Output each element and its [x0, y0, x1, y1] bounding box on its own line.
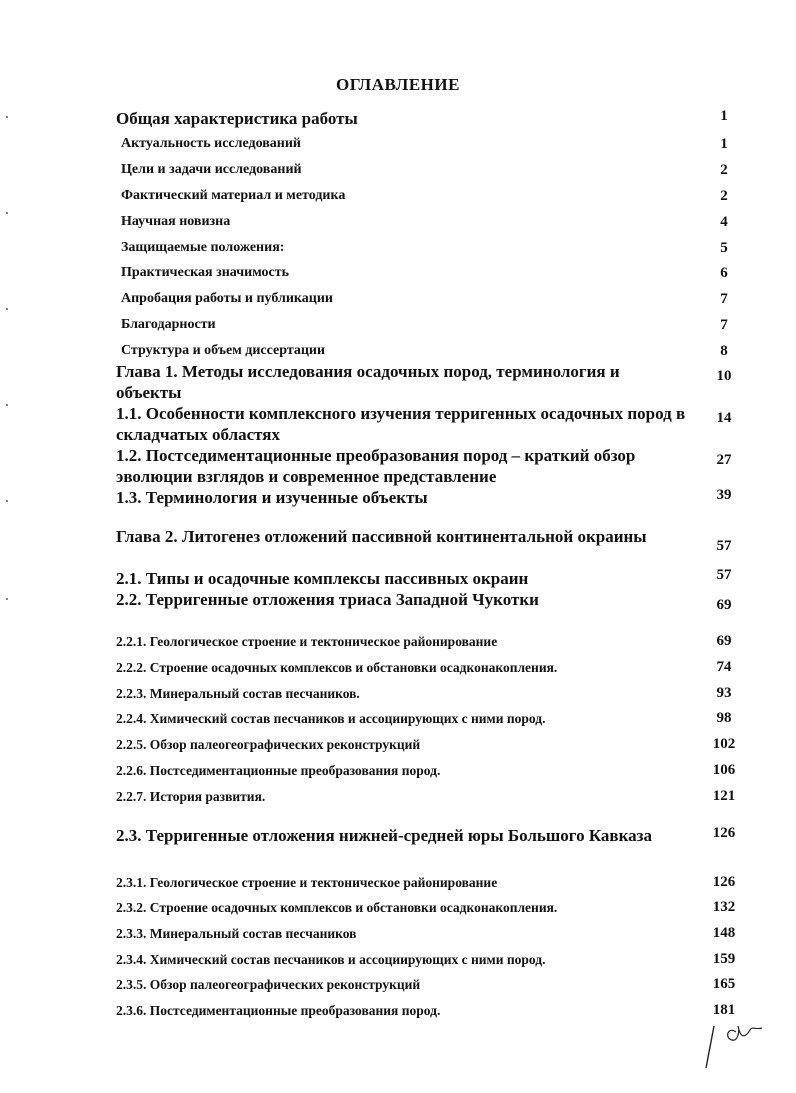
toc-page-number: 93: [716, 685, 732, 701]
toc-page-number: 121: [712, 788, 736, 804]
scan-speck: [6, 116, 8, 118]
toc-subsection: 2.2.7. История развития.: [116, 789, 266, 804]
toc-page-number: 98: [716, 710, 732, 726]
toc-page-number: 2: [720, 162, 728, 178]
toc-entry: Апробация работы и публикации: [121, 291, 333, 306]
toc-entry: Общая характеристика работы: [116, 109, 358, 128]
toc-page-number: 181: [712, 1002, 736, 1018]
toc-page-number: 165: [712, 976, 736, 992]
toc-page-number: 106: [712, 762, 736, 778]
toc-entry: Актуальность исследований: [121, 136, 301, 151]
toc-page-number: 8: [720, 343, 728, 359]
toc-section: 1.1. Особенности комплексного изучения терригенных осадочных пород в складчатых областях: [116, 404, 686, 444]
toc-page-number: 1: [720, 136, 728, 152]
toc-page-number: 1: [720, 108, 728, 124]
toc-page-number: 2: [720, 188, 728, 204]
scan-speck: [6, 212, 8, 214]
toc-subsection: 2.2.4. Химический состав песчаников и ассоциирующих с ними пород.: [116, 711, 546, 726]
toc-subsection: 2.2.6. Постседиментационные преобразования пород.: [116, 763, 441, 778]
handwritten-signature: [700, 1018, 770, 1073]
toc-page-number: 57: [716, 538, 732, 554]
toc-page-number: 6: [720, 265, 728, 281]
scan-speck: [6, 404, 8, 406]
toc-page-number: 39: [716, 487, 732, 503]
toc-subsection: 2.2.1. Геологическое строение и тектоническое районирование: [116, 634, 498, 649]
toc-page-number: 148: [712, 925, 736, 941]
toc-chapter: Глава 1. Методы исследования осадочных пород, терминология и объекты: [116, 362, 620, 402]
page-title: ОГЛАВЛЕНИЕ: [336, 75, 460, 94]
toc-subsection: 2.3.3. Минеральный состав песчаников: [116, 926, 357, 941]
toc-section: 2.1. Типы и осадочные комплексы пассивных окраин: [116, 569, 529, 588]
toc-entry: Благодарности: [121, 317, 216, 332]
toc-section: 1.2. Постседиментационные преобразования пород – краткий обзор эволюции взглядов и современное представление: [116, 446, 636, 486]
toc-subsection: 2.2.5. Обзор палеогеографических реконструкций: [116, 737, 421, 752]
toc-subsection: 2.3.6. Постседиментационные преобразования пород.: [116, 1003, 441, 1018]
toc-page-number: 69: [716, 597, 732, 613]
toc-page-number: 10: [716, 368, 732, 384]
toc-page-number: 159: [712, 951, 736, 967]
toc-page-number: 7: [720, 291, 728, 307]
scan-speck: [6, 598, 8, 600]
toc-subsection: 2.2.2. Строение осадочных комплексов и обстановки осадконакопления.: [116, 660, 558, 675]
toc-entry: Научная новизна: [121, 214, 231, 229]
scan-speck: [6, 500, 8, 502]
toc-page-number: 27: [716, 452, 732, 468]
toc-page-number: 126: [712, 825, 736, 841]
toc-chapter: Глава 2. Литогенез отложений пассивной континентальной окраины: [116, 527, 647, 546]
toc-page-number: 132: [712, 899, 736, 915]
toc-entry: Цели и задачи исследований: [121, 162, 302, 177]
toc-subsection: 2.2.3. Минеральный состав песчаников.: [116, 686, 360, 701]
toc-subsection: 2.3.4. Химический состав песчаников и ассоциирующих с ними пород.: [116, 952, 546, 967]
toc-entry: Защищаемые положения:: [121, 240, 285, 255]
toc-section: 1.3. Терминология и изученные объекты: [116, 488, 428, 507]
toc-page-number: 102: [712, 736, 736, 752]
toc-subsection: 2.3.2. Строение осадочных комплексов и обстановки осадконакопления.: [116, 900, 558, 915]
toc-page-number: 4: [720, 214, 728, 230]
toc-entry: Практическая значимость: [121, 265, 290, 280]
toc-entry: Структура и объем диссертации: [121, 343, 326, 358]
toc-subsection: 2.3.1. Геологическое строение и тектоническое районирование: [116, 875, 498, 890]
toc-page-number: 14: [716, 410, 732, 426]
toc-subsection: 2.3.5. Обзор палеогеографических реконструкций: [116, 977, 421, 992]
toc-section: 2.2. Терригенные отложения триаса Западной Чукотки: [116, 590, 539, 609]
toc-section: 2.3. Терригенные отложения нижней-средней юры Большого Кавказа: [116, 826, 652, 845]
toc-page-number: 126: [712, 874, 736, 890]
toc-entry: Фактический материал и методика: [121, 188, 346, 203]
toc-page-number: 69: [716, 633, 732, 649]
toc-page-number: 5: [720, 240, 728, 256]
scan-speck: [6, 308, 8, 310]
toc-page-number: 57: [716, 567, 732, 583]
toc-page-number: 7: [720, 317, 728, 333]
toc-page-number: 74: [716, 659, 732, 675]
